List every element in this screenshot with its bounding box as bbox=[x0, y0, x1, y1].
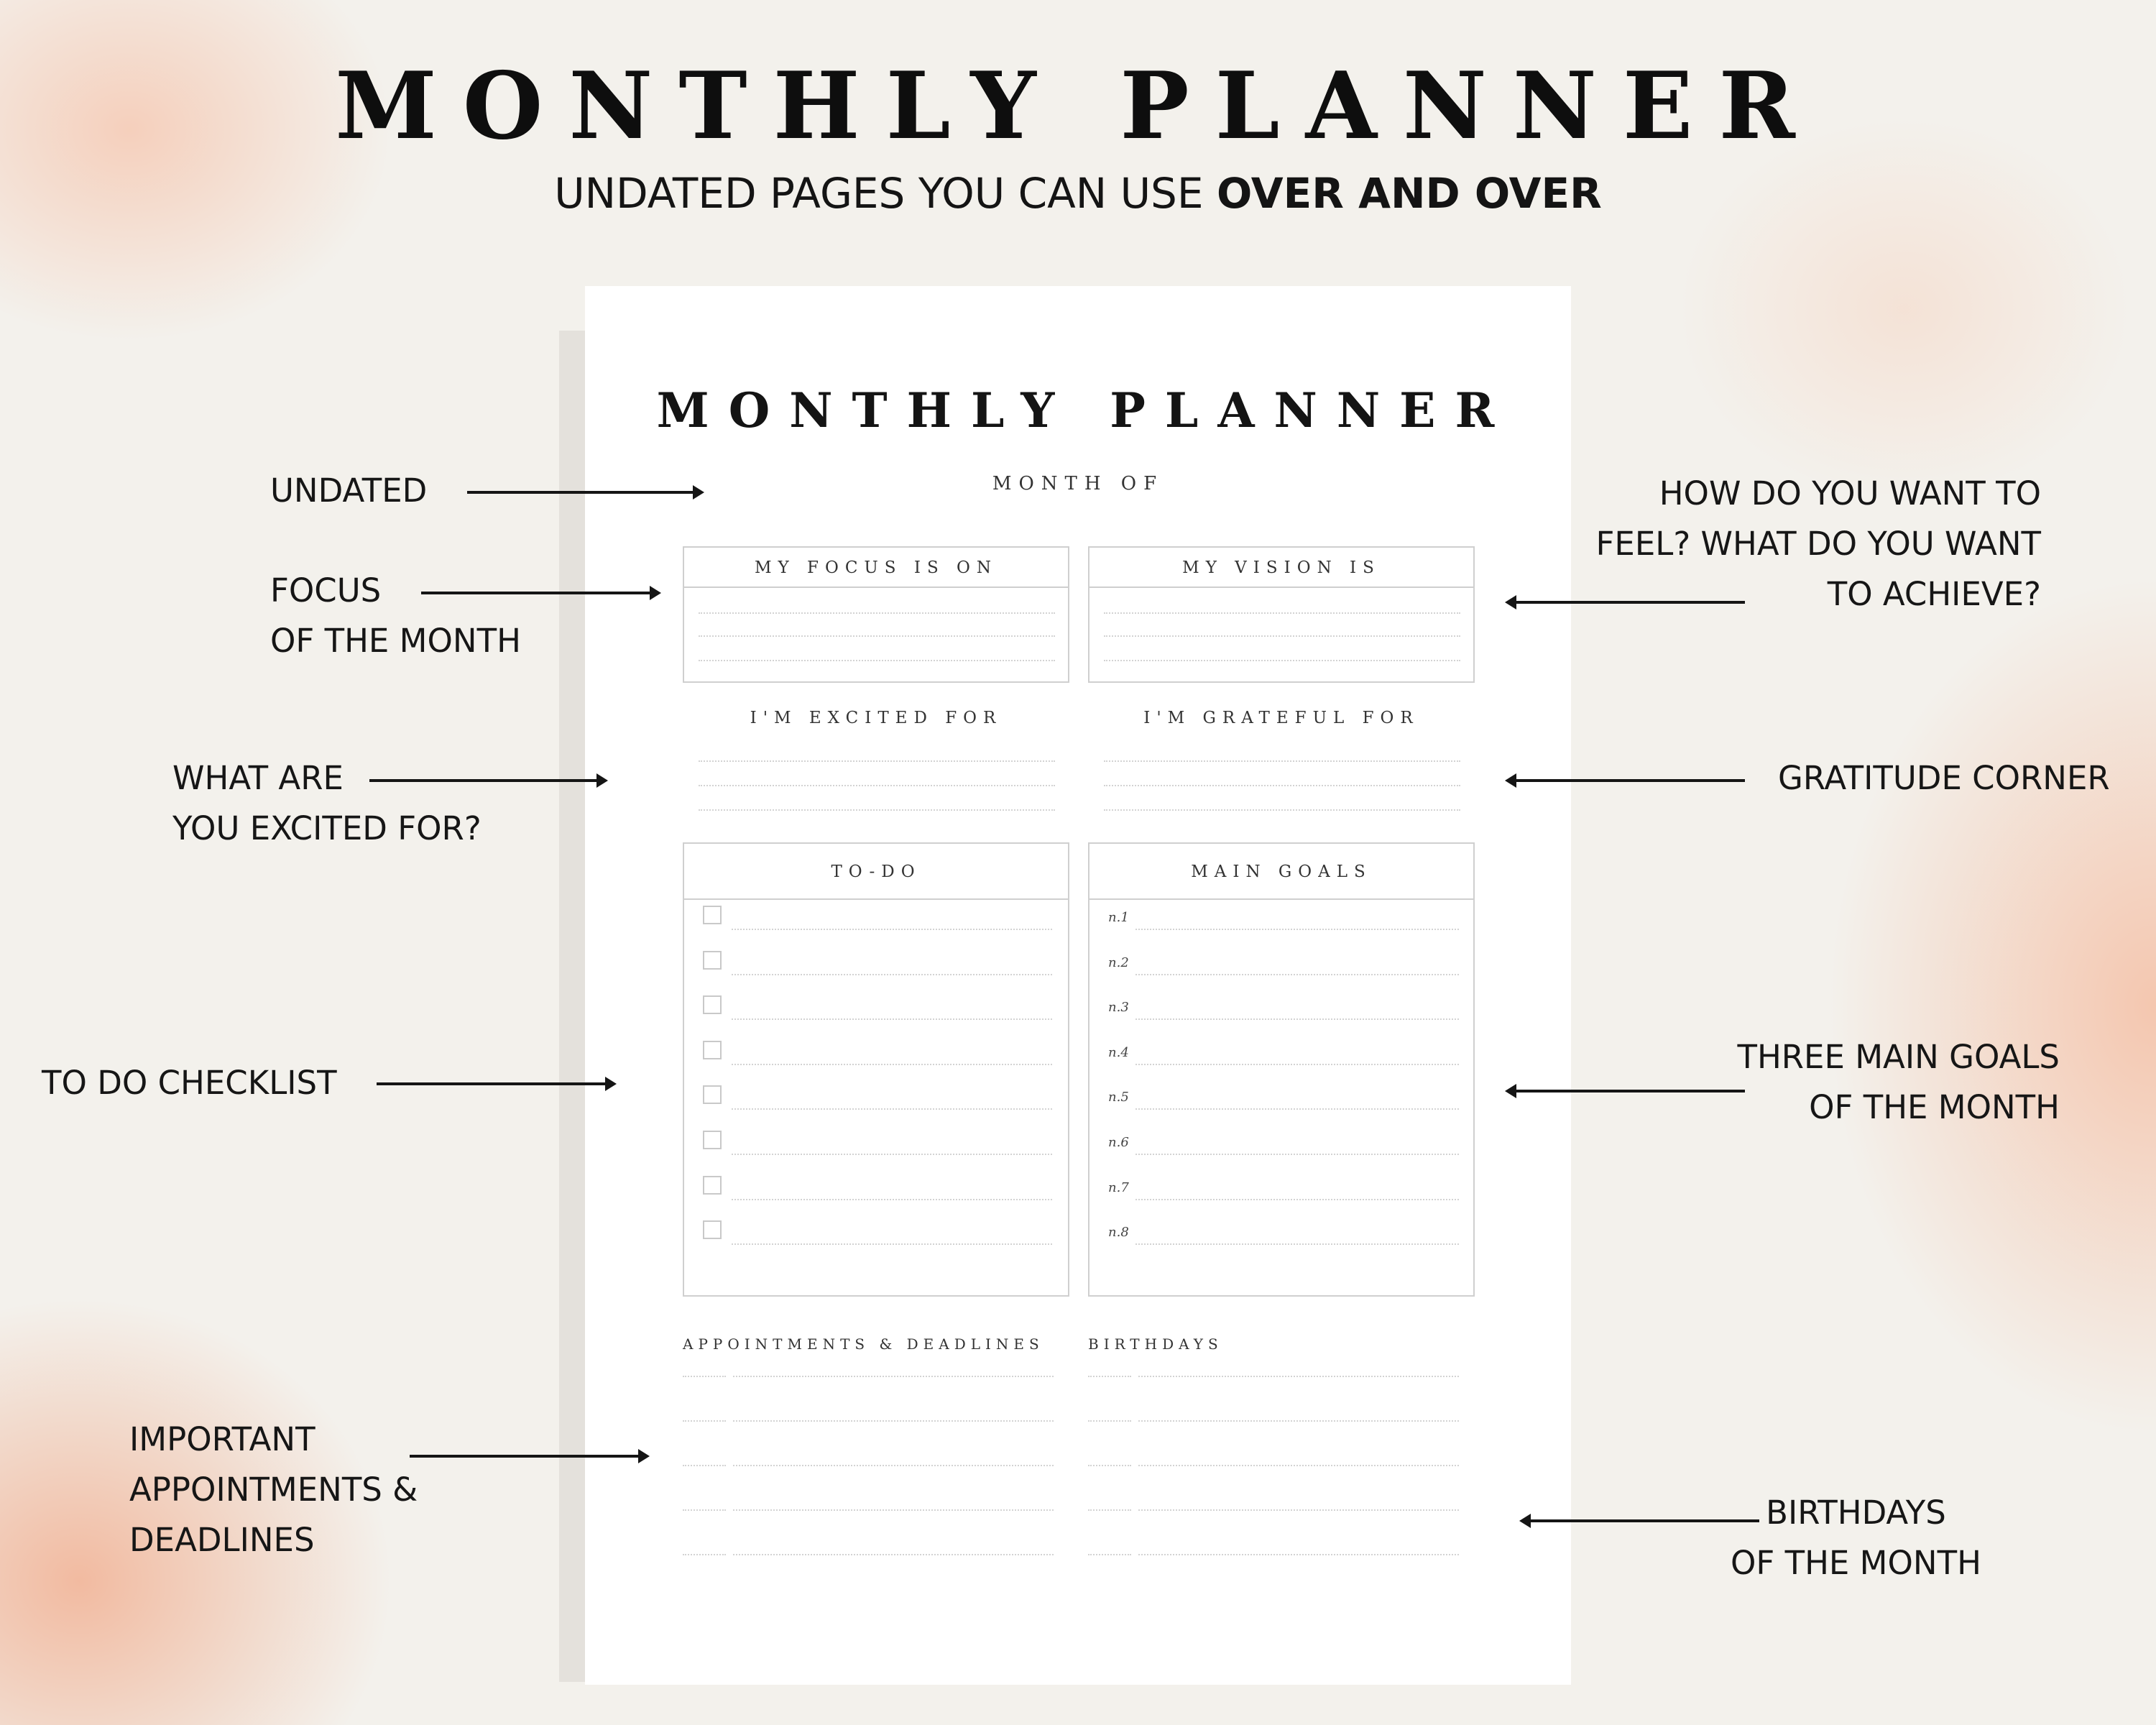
annotation-vision: HOW DO YOU WANT TO FEEL? WHAT DO YOU WANT TO ACHIEVE? bbox=[1595, 474, 2041, 613]
subtitle-bold: OVER AND OVER bbox=[1216, 169, 1602, 218]
todo-line[interactable] bbox=[732, 1064, 1052, 1065]
goal-number: n.8 bbox=[1108, 1225, 1129, 1241]
goal-number: n.7 bbox=[1108, 1179, 1129, 1195]
excited-line[interactable] bbox=[699, 809, 1055, 811]
annotation-undated: UNDATED bbox=[270, 472, 428, 510]
appointment-date-line[interactable] bbox=[683, 1376, 726, 1377]
appointment-date-line[interactable] bbox=[683, 1554, 726, 1555]
arrow-undated bbox=[467, 491, 701, 494]
grateful-line[interactable] bbox=[1104, 760, 1460, 762]
goal-line[interactable] bbox=[1135, 974, 1459, 975]
appointment-date-line[interactable] bbox=[683, 1509, 726, 1511]
focus-line[interactable] bbox=[699, 660, 1055, 661]
hero-subtitle bbox=[0, 169, 2156, 218]
annotation-focus: FOCUS OF THE MONTH bbox=[270, 571, 521, 660]
todo-checkbox[interactable] bbox=[703, 1131, 722, 1149]
appointment-line[interactable] bbox=[733, 1420, 1054, 1422]
excited-line[interactable] bbox=[699, 760, 1055, 762]
goal-number: n.5 bbox=[1108, 1090, 1129, 1105]
todo-checkbox[interactable] bbox=[703, 995, 722, 1014]
todo-line[interactable] bbox=[732, 974, 1052, 975]
goal-line[interactable] bbox=[1135, 1018, 1459, 1020]
planner-page bbox=[585, 286, 1571, 1685]
birthday-date-line[interactable] bbox=[1088, 1376, 1131, 1377]
arrow-gratitude bbox=[1508, 779, 1745, 782]
goal-line[interactable] bbox=[1135, 1154, 1459, 1155]
grateful-label: I'M GRATEFUL FOR bbox=[1143, 709, 1419, 727]
goal-number: n.3 bbox=[1108, 1000, 1129, 1016]
todo-box-title: TO-DO bbox=[684, 844, 1068, 900]
todo-box bbox=[683, 842, 1069, 1297]
todo-checkbox[interactable] bbox=[703, 906, 722, 924]
annotation-goals: THREE MAIN GOALS OF THE MONTH bbox=[1737, 1038, 2060, 1126]
todo-checkbox[interactable] bbox=[703, 951, 722, 970]
todo-line[interactable] bbox=[732, 1018, 1052, 1020]
goal-line[interactable] bbox=[1135, 1243, 1459, 1245]
goal-line[interactable] bbox=[1135, 1108, 1459, 1110]
goal-line[interactable] bbox=[1135, 1064, 1459, 1065]
focus-line[interactable] bbox=[699, 612, 1055, 614]
todo-line[interactable] bbox=[732, 1199, 1052, 1200]
birthday-line[interactable] bbox=[1138, 1509, 1459, 1511]
focus-box-title: MY FOCUS IS ON bbox=[684, 548, 1068, 588]
vision-box-title: MY VISION IS bbox=[1089, 548, 1473, 588]
planner-title: MONTHLY PLANNER bbox=[656, 382, 1514, 438]
appointment-line[interactable] bbox=[733, 1554, 1054, 1555]
todo-checkbox[interactable] bbox=[703, 1220, 722, 1239]
todo-line[interactable] bbox=[732, 1243, 1052, 1245]
excited-line[interactable] bbox=[699, 785, 1055, 786]
vision-line[interactable] bbox=[1104, 660, 1460, 661]
goal-number: n.1 bbox=[1108, 910, 1129, 925]
goal-line[interactable] bbox=[1135, 929, 1459, 930]
todo-line[interactable] bbox=[732, 1108, 1052, 1110]
annotation-todo: TO DO CHECKLIST bbox=[42, 1064, 337, 1102]
arrow-goals bbox=[1508, 1090, 1745, 1092]
todo-checkbox[interactable] bbox=[703, 1041, 722, 1059]
annotation-birthdays: BIRTHDAYS OF THE MONTH bbox=[1731, 1494, 1981, 1582]
arrow-excited bbox=[369, 779, 605, 782]
arrow-todo bbox=[377, 1082, 614, 1085]
goals-box-title: MAIN GOALS bbox=[1089, 844, 1473, 900]
arrow-vision bbox=[1508, 601, 1745, 604]
annotation-appointments: IMPORTANT APPOINTMENTS & DEADLINES bbox=[129, 1420, 418, 1559]
vision-box bbox=[1088, 546, 1475, 683]
birthday-date-line[interactable] bbox=[1088, 1465, 1131, 1466]
annotation-gratitude: GRATITUDE CORNER bbox=[1778, 759, 2110, 797]
todo-checkbox[interactable] bbox=[703, 1176, 722, 1195]
goal-number: n.4 bbox=[1108, 1044, 1129, 1060]
focus-line[interactable] bbox=[699, 635, 1055, 637]
birthday-line[interactable] bbox=[1138, 1420, 1459, 1422]
annotation-excited: WHAT ARE YOU EXCITED FOR? bbox=[172, 759, 482, 847]
subtitle-regular: UNDATED PAGES YOU CAN USE bbox=[554, 169, 1204, 218]
arrow-appointments bbox=[410, 1455, 647, 1458]
excited-label: I'M EXCITED FOR bbox=[750, 709, 1003, 727]
vision-line[interactable] bbox=[1104, 612, 1460, 614]
birthday-date-line[interactable] bbox=[1088, 1554, 1131, 1555]
appointment-date-line[interactable] bbox=[683, 1465, 726, 1466]
month-of-label: MONTH OF bbox=[992, 473, 1164, 494]
todo-checkbox[interactable] bbox=[703, 1085, 722, 1104]
goal-number: n.2 bbox=[1108, 954, 1129, 970]
goal-line[interactable] bbox=[1135, 1199, 1459, 1200]
todo-line[interactable] bbox=[732, 929, 1052, 930]
appointments-label: APPOINTMENTS & DEADLINES bbox=[683, 1335, 1044, 1353]
todo-line[interactable] bbox=[732, 1154, 1052, 1155]
birthday-date-line[interactable] bbox=[1088, 1509, 1131, 1511]
appointment-line[interactable] bbox=[733, 1376, 1054, 1377]
appointment-line[interactable] bbox=[733, 1509, 1054, 1511]
birthdays-label: BIRTHDAYS bbox=[1088, 1335, 1223, 1353]
vision-line[interactable] bbox=[1104, 635, 1460, 637]
appointment-date-line[interactable] bbox=[683, 1420, 726, 1422]
birthday-date-line[interactable] bbox=[1088, 1420, 1131, 1422]
focus-box bbox=[683, 546, 1069, 683]
birthday-line[interactable] bbox=[1138, 1465, 1459, 1466]
arrow-birthdays bbox=[1522, 1519, 1759, 1522]
grateful-line[interactable] bbox=[1104, 809, 1460, 811]
appointment-line[interactable] bbox=[733, 1465, 1054, 1466]
hero-title: MONTHLY PLANNER bbox=[335, 52, 1821, 160]
grateful-line[interactable] bbox=[1104, 785, 1460, 786]
goals-box bbox=[1088, 842, 1475, 1297]
goal-number: n.6 bbox=[1108, 1135, 1129, 1150]
birthday-line[interactable] bbox=[1138, 1376, 1459, 1377]
arrow-focus bbox=[421, 592, 658, 594]
birthday-line[interactable] bbox=[1138, 1554, 1459, 1555]
